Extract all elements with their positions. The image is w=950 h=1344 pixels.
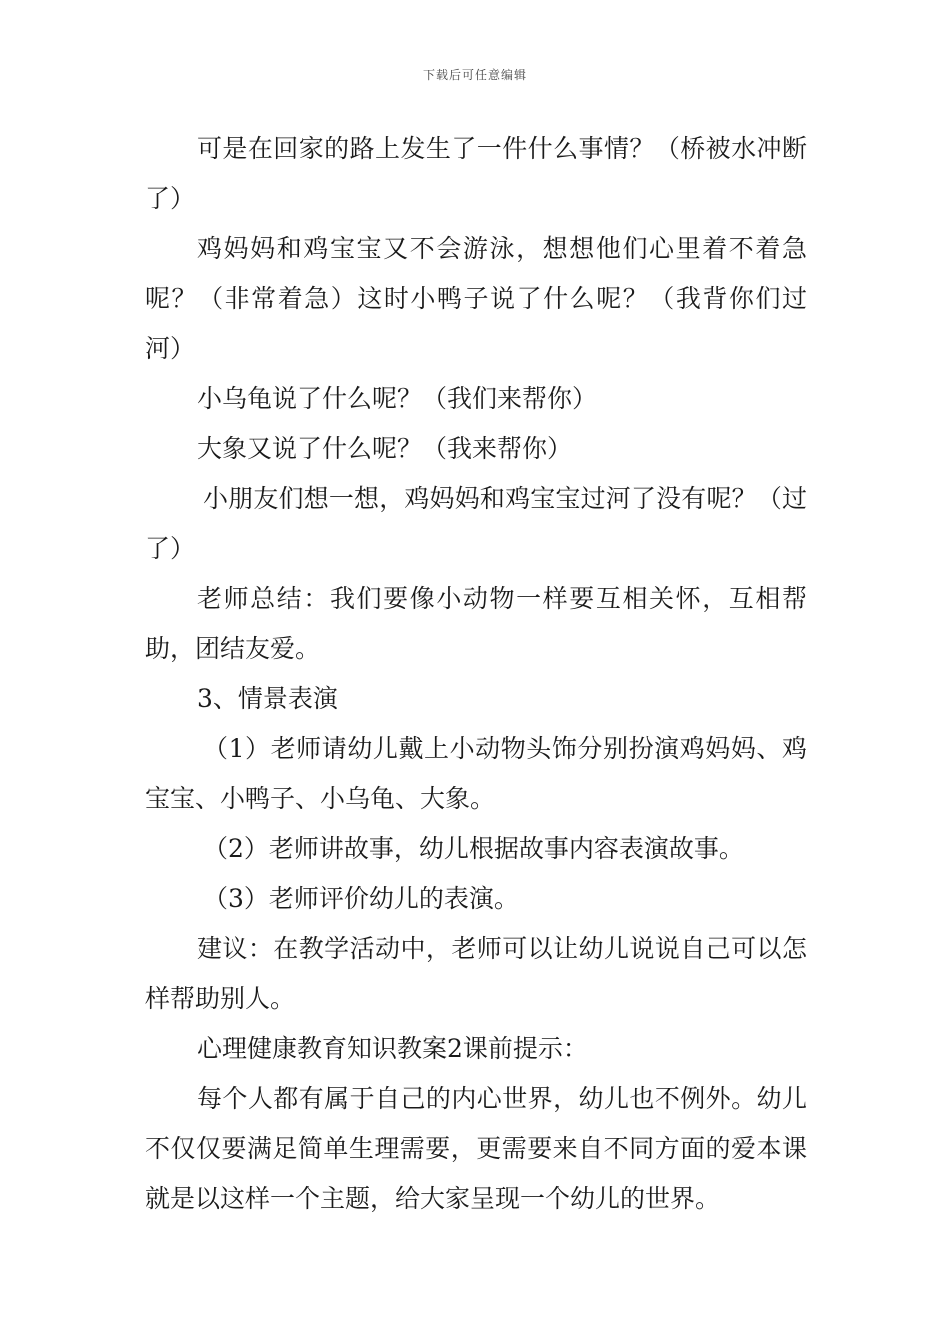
paragraph: 可是在回家的路上发生了一件什么事情？（桥被水冲断了） [145, 134, 807, 213]
section-heading: 3、情景表演 [197, 684, 338, 713]
paragraph: （2）老师讲故事，幼儿根据故事内容表演故事。 [203, 834, 744, 863]
document-body [145, 124, 807, 1224]
paragraph: 建议：在教学活动中，老师可以让幼儿说说自己可以怎样帮助别人。 [145, 934, 807, 1013]
paragraph: （3）老师评价幼儿的表演。 [203, 884, 519, 913]
paragraph: 每个人都有属于自己的内心世界，幼儿也不例外。幼儿不仅仅要满足简单生理需要，更需要来自不同方面的爱本课就是以这样一个主题，给大家呈现一个幼儿的世界。 [145, 1084, 807, 1213]
paragraph: 大象又说了什么呢？（我来帮你） [197, 434, 573, 463]
paragraph: 小乌龟说了什么呢？（我们来帮你） [197, 384, 598, 413]
paragraph: 小朋友们想一想，鸡妈妈和鸡宝宝过河了没有呢？（过了） [145, 484, 807, 563]
page-header: 下载后可任意编辑 [422, 68, 527, 82]
paragraph: 老师总结：我们要像小动物一样要互相关怀，互相帮助，团结友爱。 [145, 584, 807, 663]
paragraph: 心理健康教育知识教案2课前提示： [197, 1034, 588, 1063]
paragraph: （1）老师请幼儿戴上小动物头饰分别扮演鸡妈妈、鸡宝宝、小鸭子、小乌龟、大象。 [145, 734, 807, 813]
paragraph: 鸡妈妈和鸡宝宝又不会游泳，想想他们心里着不着急呢？（非常着急）这时小鸭子说了什么呢？（我背你们过河） [145, 234, 807, 363]
